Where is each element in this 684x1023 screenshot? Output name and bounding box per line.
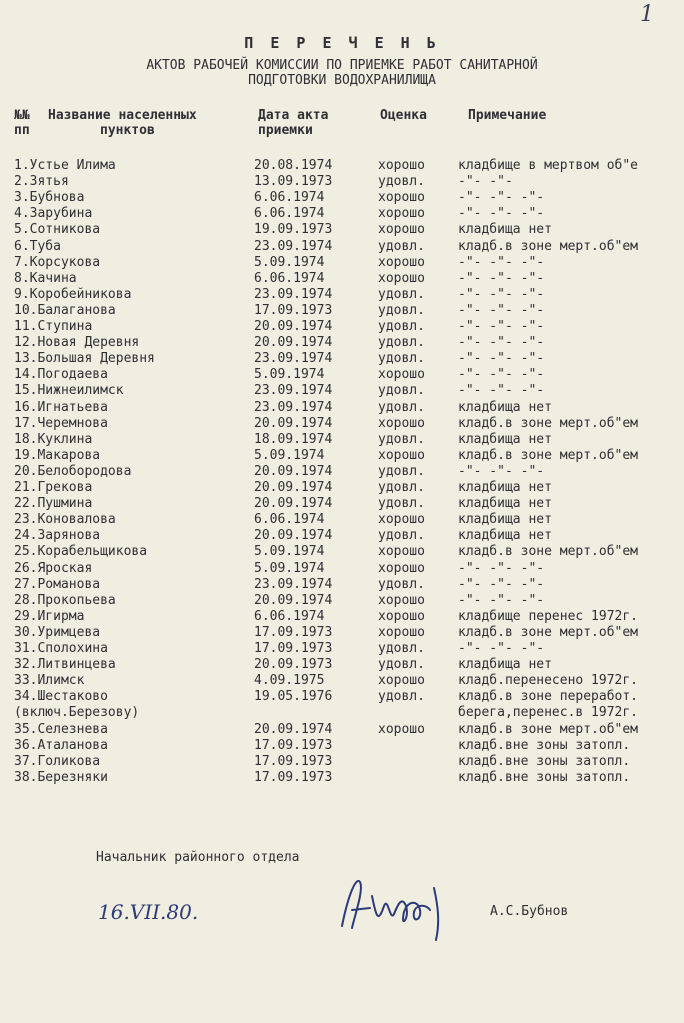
row-name: 9.Коробейникова (14, 287, 132, 302)
row-date: 5.09.1974 (254, 255, 325, 270)
row-note: кладбища нет (458, 528, 552, 543)
row-date: 6.06.1974 (254, 512, 325, 527)
document-title: П Е Р Е Ч Е Н Ь (244, 34, 440, 52)
row-date: 23.09.1974 (254, 383, 333, 398)
row-grade: хорошо (378, 206, 425, 221)
row-grade: хорошо (378, 416, 425, 431)
row-note: -"- -"- -"- (458, 383, 545, 398)
row-note: -"- -"- -"- (458, 303, 545, 318)
row-date: 20.09.1974 (254, 528, 333, 543)
table-row (14, 496, 684, 512)
row-name: 16.Игнатьева (14, 400, 108, 415)
row-name: 4.Зарубина (14, 206, 93, 221)
row-date: 20.09.1974 (254, 480, 333, 495)
table-row (14, 448, 684, 464)
row-date: 20.09.1974 (254, 319, 333, 334)
row-name: 1.Устье Илима (14, 158, 116, 173)
row-date: 20.09.1974 (254, 722, 333, 737)
row-date: 5.09.1974 (254, 544, 325, 559)
table-row (14, 400, 684, 416)
row-grade: удовл. (378, 528, 425, 543)
row-grade: хорошо (378, 722, 425, 737)
row-grade: удовл. (378, 239, 425, 254)
table-row (14, 255, 684, 271)
row-date: 23.09.1974 (254, 287, 333, 302)
row-date: 23.09.1974 (254, 577, 333, 592)
row-name: 38.Березняки (14, 770, 108, 785)
row-date: 20.09.1974 (254, 335, 333, 350)
row-note: кладб.вне зоны затопл. (458, 754, 631, 769)
table-row (14, 367, 684, 383)
row-note: кладб.вне зоны затопл. (458, 738, 631, 753)
row-date: 13.09.1973 (254, 174, 333, 189)
row-grade: удовл. (378, 496, 425, 511)
row-note: кладбища нет (458, 432, 552, 447)
handwritten-date: 16.VII.80. (98, 900, 199, 924)
table-row (14, 512, 684, 528)
row-note: -"- -"- -"- (458, 271, 545, 286)
page-number: 1 (640, 2, 654, 27)
row-note: -"- -"- -"- (458, 367, 545, 382)
table-row (14, 480, 684, 496)
header-date-line-2: приемки (258, 123, 313, 138)
row-grade: удовл. (378, 287, 425, 302)
header-name-line-2: пунктов (100, 123, 155, 138)
table-row (14, 561, 684, 577)
table-row (14, 271, 684, 287)
row-grade: удовл. (378, 641, 425, 656)
row-date: 6.06.1974 (254, 609, 325, 624)
table-row (14, 657, 684, 673)
row-date: 18.09.1974 (254, 432, 333, 447)
row-note: кладбища нет (458, 657, 552, 672)
row-grade: хорошо (378, 673, 425, 688)
row-grade: удовл. (378, 174, 425, 189)
row-name: 10.Балаганова (14, 303, 116, 318)
row-note: берега,перенес.в 1972г. (458, 705, 639, 720)
row-grade: хорошо (378, 609, 425, 624)
row-name: 31.Сполохина (14, 641, 108, 656)
row-name: 34.Шестаково (14, 689, 108, 704)
row-date: 23.09.1974 (254, 400, 333, 415)
row-grade: удовл. (378, 657, 425, 672)
table-row (14, 770, 684, 786)
row-grade: хорошо (378, 367, 425, 382)
row-date: 5.09.1974 (254, 367, 325, 382)
row-name: 27.Романова (14, 577, 101, 592)
row-date: 17.09.1973 (254, 754, 333, 769)
table-row (14, 287, 684, 303)
row-name: 28.Прокопьева (14, 593, 116, 608)
header-number-line-1: №№ (14, 108, 30, 123)
row-name: 24.Зарянова (14, 528, 101, 543)
row-date: 17.09.1973 (254, 303, 333, 318)
row-note: кладбища нет (458, 496, 552, 511)
row-note: -"- -"- -"- (458, 190, 545, 205)
row-grade: удовл. (378, 689, 425, 704)
table-row (14, 432, 684, 448)
row-grade: удовл. (378, 480, 425, 495)
row-name: 13.Большая Деревня (14, 351, 155, 366)
row-note: кладб.в зоне мерт.об"ем (458, 544, 639, 559)
row-date: 20.09.1974 (254, 464, 333, 479)
row-grade: хорошо (378, 222, 425, 237)
row-date: 4.09.1975 (254, 673, 325, 688)
header-date-line-1: Дата акта (258, 108, 329, 123)
row-grade: удовл. (378, 319, 425, 334)
row-date: 17.09.1973 (254, 641, 333, 656)
row-note: кладб.в зоне мерт.об"ем (458, 722, 639, 737)
row-note: -"- -"- -"- (458, 593, 545, 608)
table-row (14, 689, 684, 705)
header-grade: Оценка (380, 108, 427, 123)
table-row (14, 383, 684, 399)
row-note: -"- -"- -"- (458, 206, 545, 221)
table-row (14, 528, 684, 544)
row-name: 6.Туба (14, 239, 61, 254)
row-name: 36.Аталанова (14, 738, 108, 753)
row-name: 33.Илимск (14, 673, 85, 688)
row-name: 25.Корабельщикова (14, 544, 148, 559)
row-date: 20.09.1974 (254, 416, 333, 431)
document-subtitle-line-1: АКТОВ РАБОЧЕЙ КОМИССИИ ПО ПРИЕМКЕ РАБОТ САНИТАРНОЙ (146, 58, 538, 73)
row-name: 35.Селезнева (14, 722, 108, 737)
row-name: 11.Ступина (14, 319, 93, 334)
row-grade: удовл. (378, 303, 425, 318)
row-note: -"- -"- (458, 174, 513, 189)
row-name: 7.Корсукова (14, 255, 101, 270)
row-note: кладб.вне зоны затопл. (458, 770, 631, 785)
table-row (14, 239, 684, 255)
table-row (14, 641, 684, 657)
row-note: -"- -"- -"- (458, 287, 545, 302)
row-date: 17.09.1973 (254, 738, 333, 753)
row-date: 17.09.1973 (254, 770, 333, 785)
table-row (14, 190, 684, 206)
table-row (14, 722, 684, 738)
row-name: 12.Новая Деревня (14, 335, 140, 350)
table-row (14, 577, 684, 593)
row-date: 20.09.1974 (254, 496, 333, 511)
row-grade: хорошо (378, 190, 425, 205)
row-note: -"- -"- -"- (458, 561, 545, 576)
row-name: 8.Качина (14, 271, 77, 286)
signer-name: А.С.Бубнов (490, 904, 569, 919)
row-grade: хорошо (378, 593, 425, 608)
row-grade: удовл. (378, 335, 425, 350)
row-note: кладбище перенес 1972г. (458, 609, 639, 624)
table-row (14, 738, 684, 754)
table-row (14, 544, 684, 560)
header-number-line-2: пп (14, 123, 30, 138)
row-note: кладб.в зоне мерт.об"ем (458, 625, 639, 640)
table-row (14, 625, 684, 641)
position-title: Начальник районного отдела (96, 850, 300, 865)
row-grade: удовл. (378, 351, 425, 366)
row-date: 23.09.1974 (254, 351, 333, 366)
row-grade: хорошо (378, 544, 425, 559)
row-note: кладб.в зоне мерт.об"ем (458, 448, 639, 463)
table-row (14, 206, 684, 222)
row-date: 5.09.1974 (254, 561, 325, 576)
table-row (14, 593, 684, 609)
row-note: кладб.в зоне переработ. (458, 689, 639, 704)
row-note: -"- -"- -"- (458, 464, 545, 479)
row-note: -"- -"- -"- (458, 351, 545, 366)
row-name: 2.Зятья (14, 174, 69, 189)
row-date: 5.09.1974 (254, 448, 325, 463)
row-note: -"- -"- -"- (458, 641, 545, 656)
table-row (14, 303, 684, 319)
row-note: кладб.перенесено 1972г. (458, 673, 639, 688)
row-note: -"- -"- -"- (458, 577, 545, 592)
row-note: кладбища нет (458, 222, 552, 237)
row-name: 19.Макарова (14, 448, 101, 463)
row-grade: удовл. (378, 432, 425, 447)
table-row (14, 319, 684, 335)
row-date: 6.06.1974 (254, 206, 325, 221)
table-row (14, 673, 684, 689)
table-row (14, 158, 684, 174)
row-note: -"- -"- -"- (458, 319, 545, 334)
row-grade: удовл. (378, 577, 425, 592)
row-note: кладбища нет (458, 480, 552, 495)
row-date: 19.05.1976 (254, 689, 333, 704)
row-date: 6.06.1974 (254, 271, 325, 286)
row-date: 6.06.1974 (254, 190, 325, 205)
row-name: 20.Белобородова (14, 464, 132, 479)
header-note: Примечание (468, 108, 547, 123)
row-note: кладб.в зоне мерт.об"ем (458, 239, 639, 254)
row-note: кладбище в мертвом об"е (458, 158, 639, 173)
row-date: 17.09.1973 (254, 625, 333, 640)
row-date: 20.09.1973 (254, 657, 333, 672)
table-row (14, 416, 684, 432)
row-date: 20.09.1974 (254, 593, 333, 608)
row-grade: удовл. (378, 400, 425, 415)
row-grade: хорошо (378, 271, 425, 286)
row-name: 26.Яроская (14, 561, 93, 576)
row-date: 19.09.1973 (254, 222, 333, 237)
handwritten-signature (334, 866, 454, 946)
row-note: кладбища нет (458, 512, 552, 527)
row-name: (включ.Березову) (14, 705, 140, 720)
header-name-line-1: Название населенных (48, 108, 197, 123)
row-grade: хорошо (378, 512, 425, 527)
row-name: 17.Черемнова (14, 416, 108, 431)
row-name: 37.Голикова (14, 754, 101, 769)
row-grade: хорошо (378, 561, 425, 576)
table-row (14, 705, 684, 721)
table-row (14, 222, 684, 238)
table-row (14, 335, 684, 351)
row-note: -"- -"- -"- (458, 335, 545, 350)
row-name: 15.Нижнеилимск (14, 383, 124, 398)
row-name: 32.Литвинцева (14, 657, 116, 672)
row-name: 5.Сотникова (14, 222, 101, 237)
row-grade: хорошо (378, 158, 425, 173)
row-grade: хорошо (378, 255, 425, 270)
table-row (14, 464, 684, 480)
row-date: 23.09.1974 (254, 239, 333, 254)
row-date: 20.08.1974 (254, 158, 333, 173)
row-name: 29.Игирма (14, 609, 85, 624)
row-name: 18.Куклина (14, 432, 93, 447)
row-grade: удовл. (378, 383, 425, 398)
row-note: -"- -"- -"- (458, 255, 545, 270)
row-name: 22.Пушмина (14, 496, 93, 511)
table-row (14, 609, 684, 625)
row-name: 30.Уримцева (14, 625, 101, 640)
table-row (14, 754, 684, 770)
table-row (14, 351, 684, 367)
row-name: 14.Погодаева (14, 367, 108, 382)
row-grade: хорошо (378, 448, 425, 463)
row-name: 3.Бубнова (14, 190, 85, 205)
row-note: кладб.в зоне мерт.об"ем (458, 416, 639, 431)
row-grade: удовл. (378, 464, 425, 479)
row-name: 21.Грекова (14, 480, 93, 495)
table-row (14, 174, 684, 190)
row-note: кладбища нет (458, 400, 552, 415)
document-subtitle-line-2: ПОДГОТОВКИ ВОДОХРАНИЛИЩА (248, 73, 436, 88)
row-grade: хорошо (378, 625, 425, 640)
row-name: 23.Коновалова (14, 512, 116, 527)
